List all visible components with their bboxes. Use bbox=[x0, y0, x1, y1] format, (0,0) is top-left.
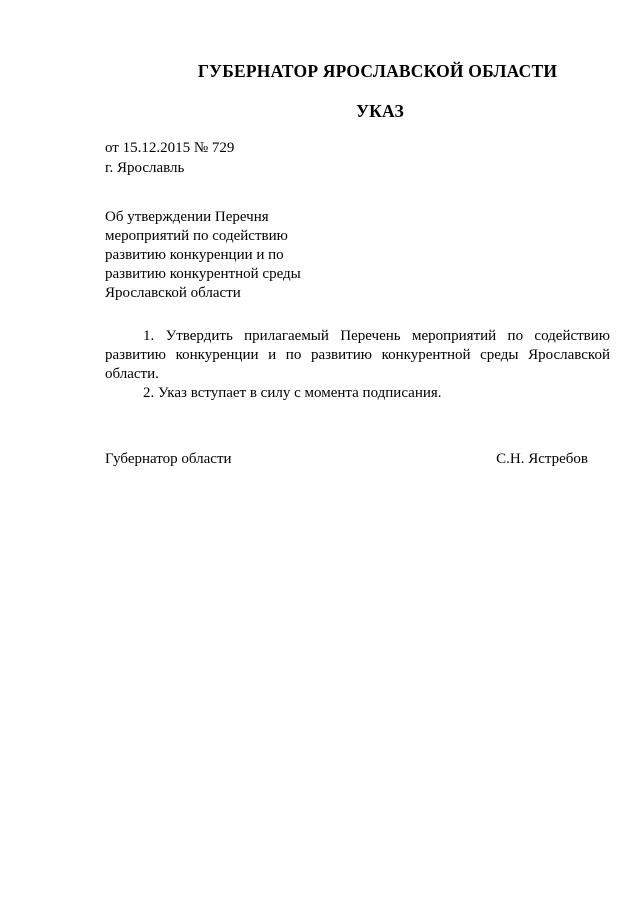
document-type-title: УКАЗ bbox=[356, 101, 404, 121]
subject-line: Ярославской области bbox=[105, 285, 241, 301]
date-number: от 15.12.2015 № 729 bbox=[105, 140, 235, 156]
subject-line: развитию конкуренции и по bbox=[105, 247, 284, 263]
city: г. Ярославль bbox=[105, 160, 185, 176]
subject-line: мероприятий по содействию bbox=[105, 228, 288, 244]
authority-title: ГУБЕРНАТОР ЯРОСЛАВСКОЙ ОБЛАСТИ bbox=[197, 61, 558, 81]
subject-line: Об утверждении Перечня bbox=[105, 209, 269, 225]
document-meta bbox=[105, 138, 234, 178]
signatory-name: С.Н. Ястребов bbox=[496, 451, 588, 467]
document-subject bbox=[105, 208, 335, 303]
body-paragraph-1: 1. Утвердить прилагаемый Перечень мероприятий по содействию развитию конкуренции и по развитию конкурентной среды Ярославской области. bbox=[105, 328, 610, 382]
subject-line: развитию конкурентной среды bbox=[105, 266, 301, 282]
signatory-position: Губернатор области bbox=[105, 451, 232, 467]
body-paragraph-2: 2. Указ вступает в силу с момента подписания. bbox=[143, 385, 442, 401]
document-body bbox=[105, 327, 610, 403]
signature-block bbox=[105, 449, 588, 469]
